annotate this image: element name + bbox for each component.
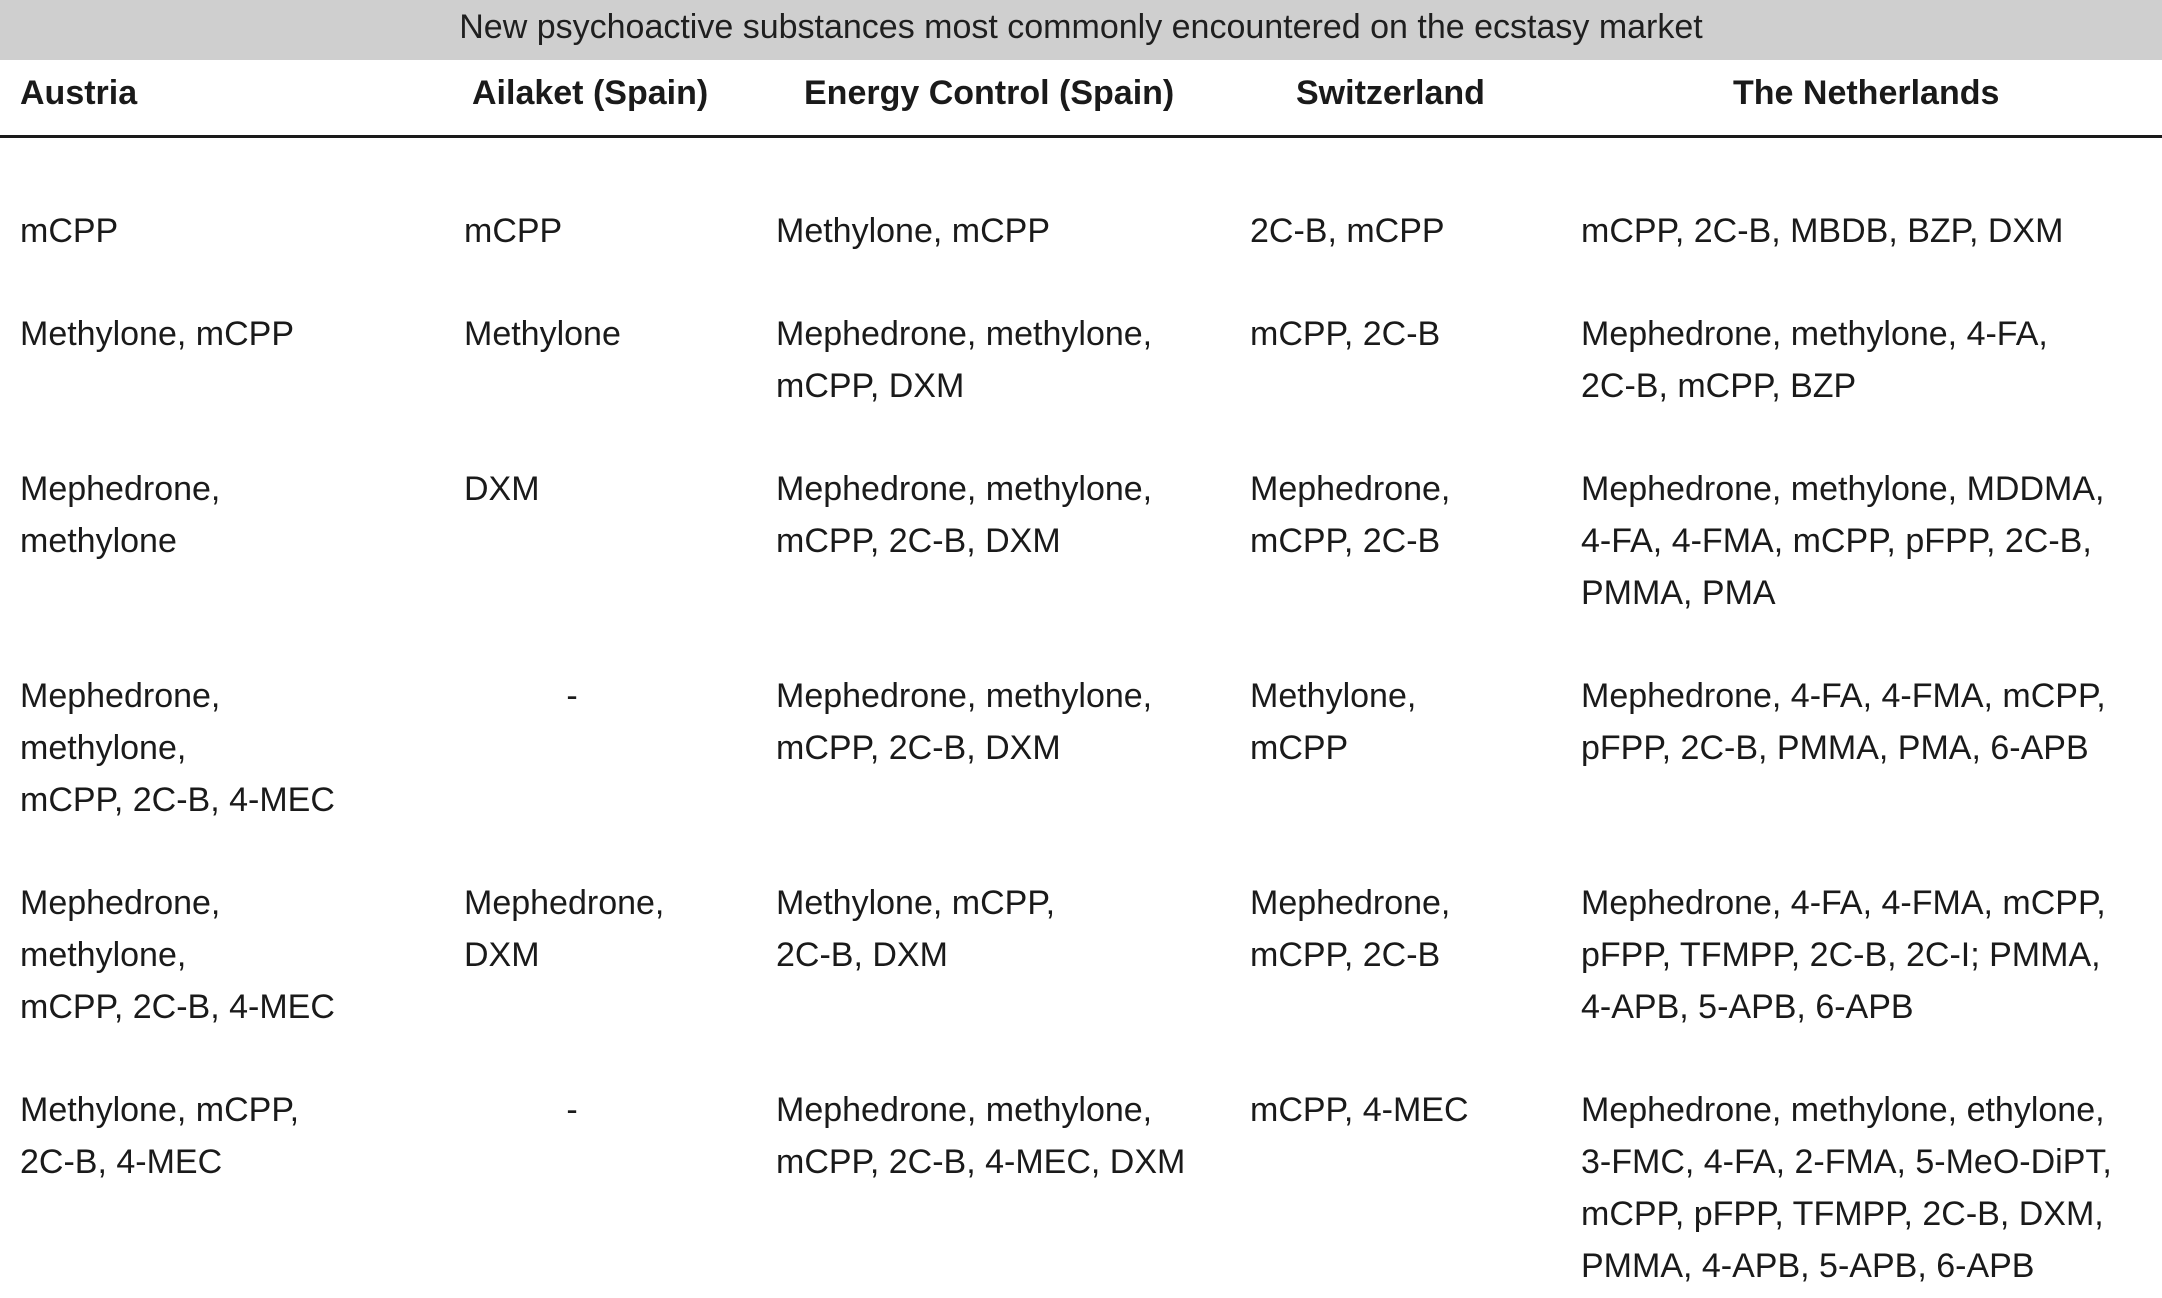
cell-switzerland: Mephedrone, mCPP, 2C-B: [1250, 470, 1451, 560]
cell-austria: Methylone, mCPP, 2C-B, 4-MEC: [20, 1091, 300, 1181]
cell-netherlands: Mephedrone, methylone, 4-FA, 2C-B, mCPP, BZP: [1581, 315, 2048, 405]
cell-ailaket: mCPP: [464, 212, 563, 250]
cell-energy-control: Methylone, mCPP: [776, 212, 1050, 250]
header-netherlands: The Netherlands: [1733, 74, 2000, 112]
header-energy-control-spain: Energy Control (Spain): [804, 74, 1175, 112]
cell-switzerland: mCPP, 4-MEC: [1250, 1091, 1469, 1129]
cell-netherlands: Mephedrone, 4-FA, 4-FMA, mCPP, pFPP, TFMPP, 2C-B, 2C-I; PMMA, 4-APB, 5-APB, 6-APB: [1581, 884, 2106, 1026]
cell-netherlands: Mephedrone, 4-FA, 4-FMA, mCPP, pFPP, 2C-B, PMMA, PMA, 6-APB: [1581, 677, 2106, 767]
cell-ailaket: -: [566, 1091, 578, 1129]
cell-austria: Mephedrone, methylone, mCPP, 2C-B, 4-MEC: [20, 677, 335, 819]
cell-netherlands: Mephedrone, methylone, ethylone, 3-FMC, 4-FA, 2-FMA, 5-MeO-DiPT, mCPP, pFPP, TFMPP, 2C-B, DXM, PMMA, 4-APB, 5-APB, 6-APB: [1581, 1091, 2112, 1285]
header-divider: [0, 135, 2162, 138]
cell-energy-control: Mephedrone, methylone, mCPP, 2C-B, DXM: [776, 677, 1153, 767]
header-ailaket-spain: Ailaket (Spain): [472, 74, 709, 112]
cell-energy-control: Mephedrone, methylone, mCPP, DXM: [776, 315, 1153, 405]
table-caption: New psychoactive substances most commonly encountered on the ecstasy market: [0, 0, 2162, 60]
header-switzerland: Switzerland: [1296, 74, 1485, 112]
cell-switzerland: 2C-B, mCPP: [1250, 212, 1445, 250]
table-header-row: [0, 60, 2162, 136]
cell-switzerland: Mephedrone, mCPP, 2C-B: [1250, 884, 1451, 974]
cell-switzerland: mCPP, 2C-B: [1250, 315, 1441, 353]
cell-netherlands: Mephedrone, methylone, MDDMA, 4-FA, 4-FMA, mCPP, pFPP, 2C-B, PMMA, PMA: [1581, 470, 2105, 612]
cell-ailaket: Methylone: [464, 315, 621, 353]
cell-energy-control: Mephedrone, methylone, mCPP, 2C-B, DXM: [776, 470, 1153, 560]
cell-austria: Mephedrone, methylone, mCPP, 2C-B, 4-MEC: [20, 884, 335, 1026]
cell-ailaket: Mephedrone, DXM: [464, 884, 665, 974]
cell-austria: mCPP: [20, 212, 119, 250]
header-austria: Austria: [20, 74, 138, 112]
cell-austria: Mephedrone, methylone: [20, 470, 221, 560]
cell-ailaket: DXM: [464, 470, 540, 508]
cell-netherlands: mCPP, 2C-B, MBDB, BZP, DXM: [1581, 212, 2064, 250]
cell-switzerland: Methylone, mCPP: [1250, 677, 1417, 767]
cell-austria: Methylone, mCPP: [20, 315, 294, 353]
cell-energy-control: Methylone, mCPP, 2C-B, DXM: [776, 884, 1056, 974]
cell-ailaket: -: [566, 677, 578, 715]
cell-energy-control: Mephedrone, methylone, mCPP, 2C-B, 4-MEC, DXM: [776, 1091, 1186, 1181]
